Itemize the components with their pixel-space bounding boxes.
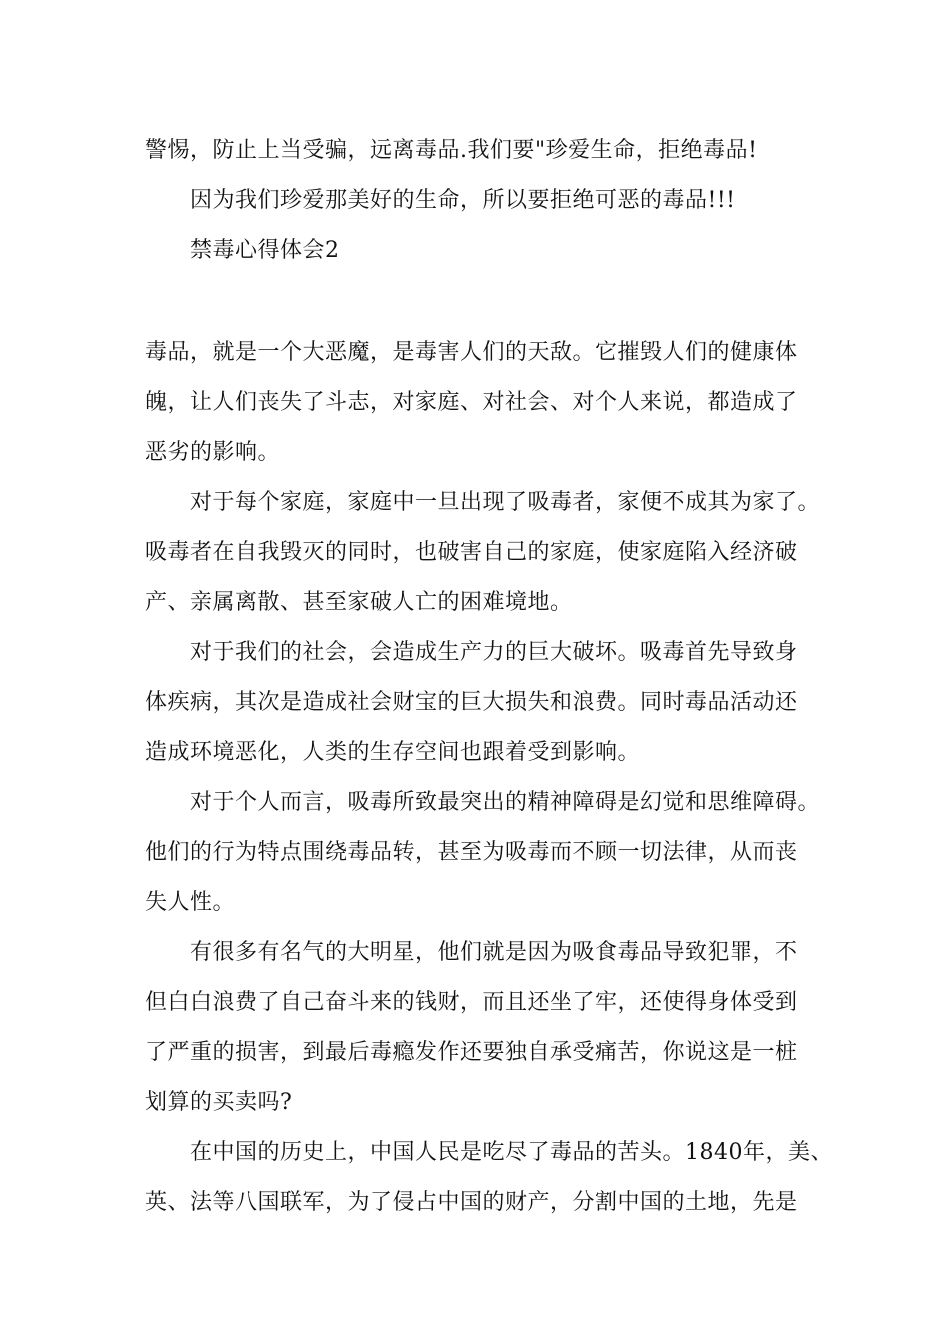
text-line: 但白白浪费了自己奋斗来的钱财，而且还坐了牢，还使得身体受到 (145, 990, 798, 1015)
section-heading: 禁毒心得体会2 (190, 238, 340, 263)
text-line: 毒品，就是一个大恶魔，是毒害人们的天敌。它摧毁人们的健康体 (145, 340, 798, 365)
text-line: 了严重的损害，到最后毒瘾发作还要独自承受痛苦，你说这是一桩 (145, 1040, 798, 1065)
text-line: 恶劣的影响。 (145, 440, 281, 465)
text-line: 魄，让人们丧失了斗志，对家庭、对社会、对个人来说，都造成了 (145, 390, 798, 415)
text-line: 英、法等八国联军，为了侵占中国的财产，分割中国的土地，先是 (145, 1190, 798, 1215)
text-line: 在中国的历史上，中国人民是吃尽了毒品的苦头。1840年，美、 (190, 1140, 833, 1165)
text-line: 对于每个家庭，家庭中一旦出现了吸毒者，家便不成其为家了。 (190, 490, 821, 515)
text-line: 对于我们的社会，会造成生产力的巨大破坏。吸毒首先导致身 (190, 640, 798, 665)
text-line: 造成环境恶化，人类的生存空间也跟着受到影响。 (145, 740, 641, 765)
text-line: 有很多有名气的大明星，他们就是因为吸食毒品导致犯罪，不 (190, 940, 798, 965)
text-line: 警惕，防止上当受骗，远离毒品.我们要"珍爱生命，拒绝毒品! (145, 138, 758, 163)
text-line: 产、亲属离散、甚至家破人亡的困难境地。 (145, 590, 573, 615)
text-line: 体疾病，其次是造成社会财宝的巨大损失和浪费。同时毒品活动还 (145, 690, 798, 715)
text-line: 划算的买卖吗? (145, 1090, 293, 1115)
text-line: 他们的行为特点围绕毒品转，甚至为吸毒而不顾一切法律，从而丧 (145, 840, 798, 865)
text-line: 因为我们珍爱那美好的生命，所以要拒绝可恶的毒品!!! (190, 188, 736, 213)
text-line: 对于个人而言，吸毒所致最突出的精神障碍是幻觉和思维障碍。 (190, 790, 821, 815)
text-line: 吸毒者在自我毁灭的同时，也破害自己的家庭，使家庭陷入经济破 (145, 540, 798, 565)
text-line: 失人性。 (145, 890, 236, 915)
